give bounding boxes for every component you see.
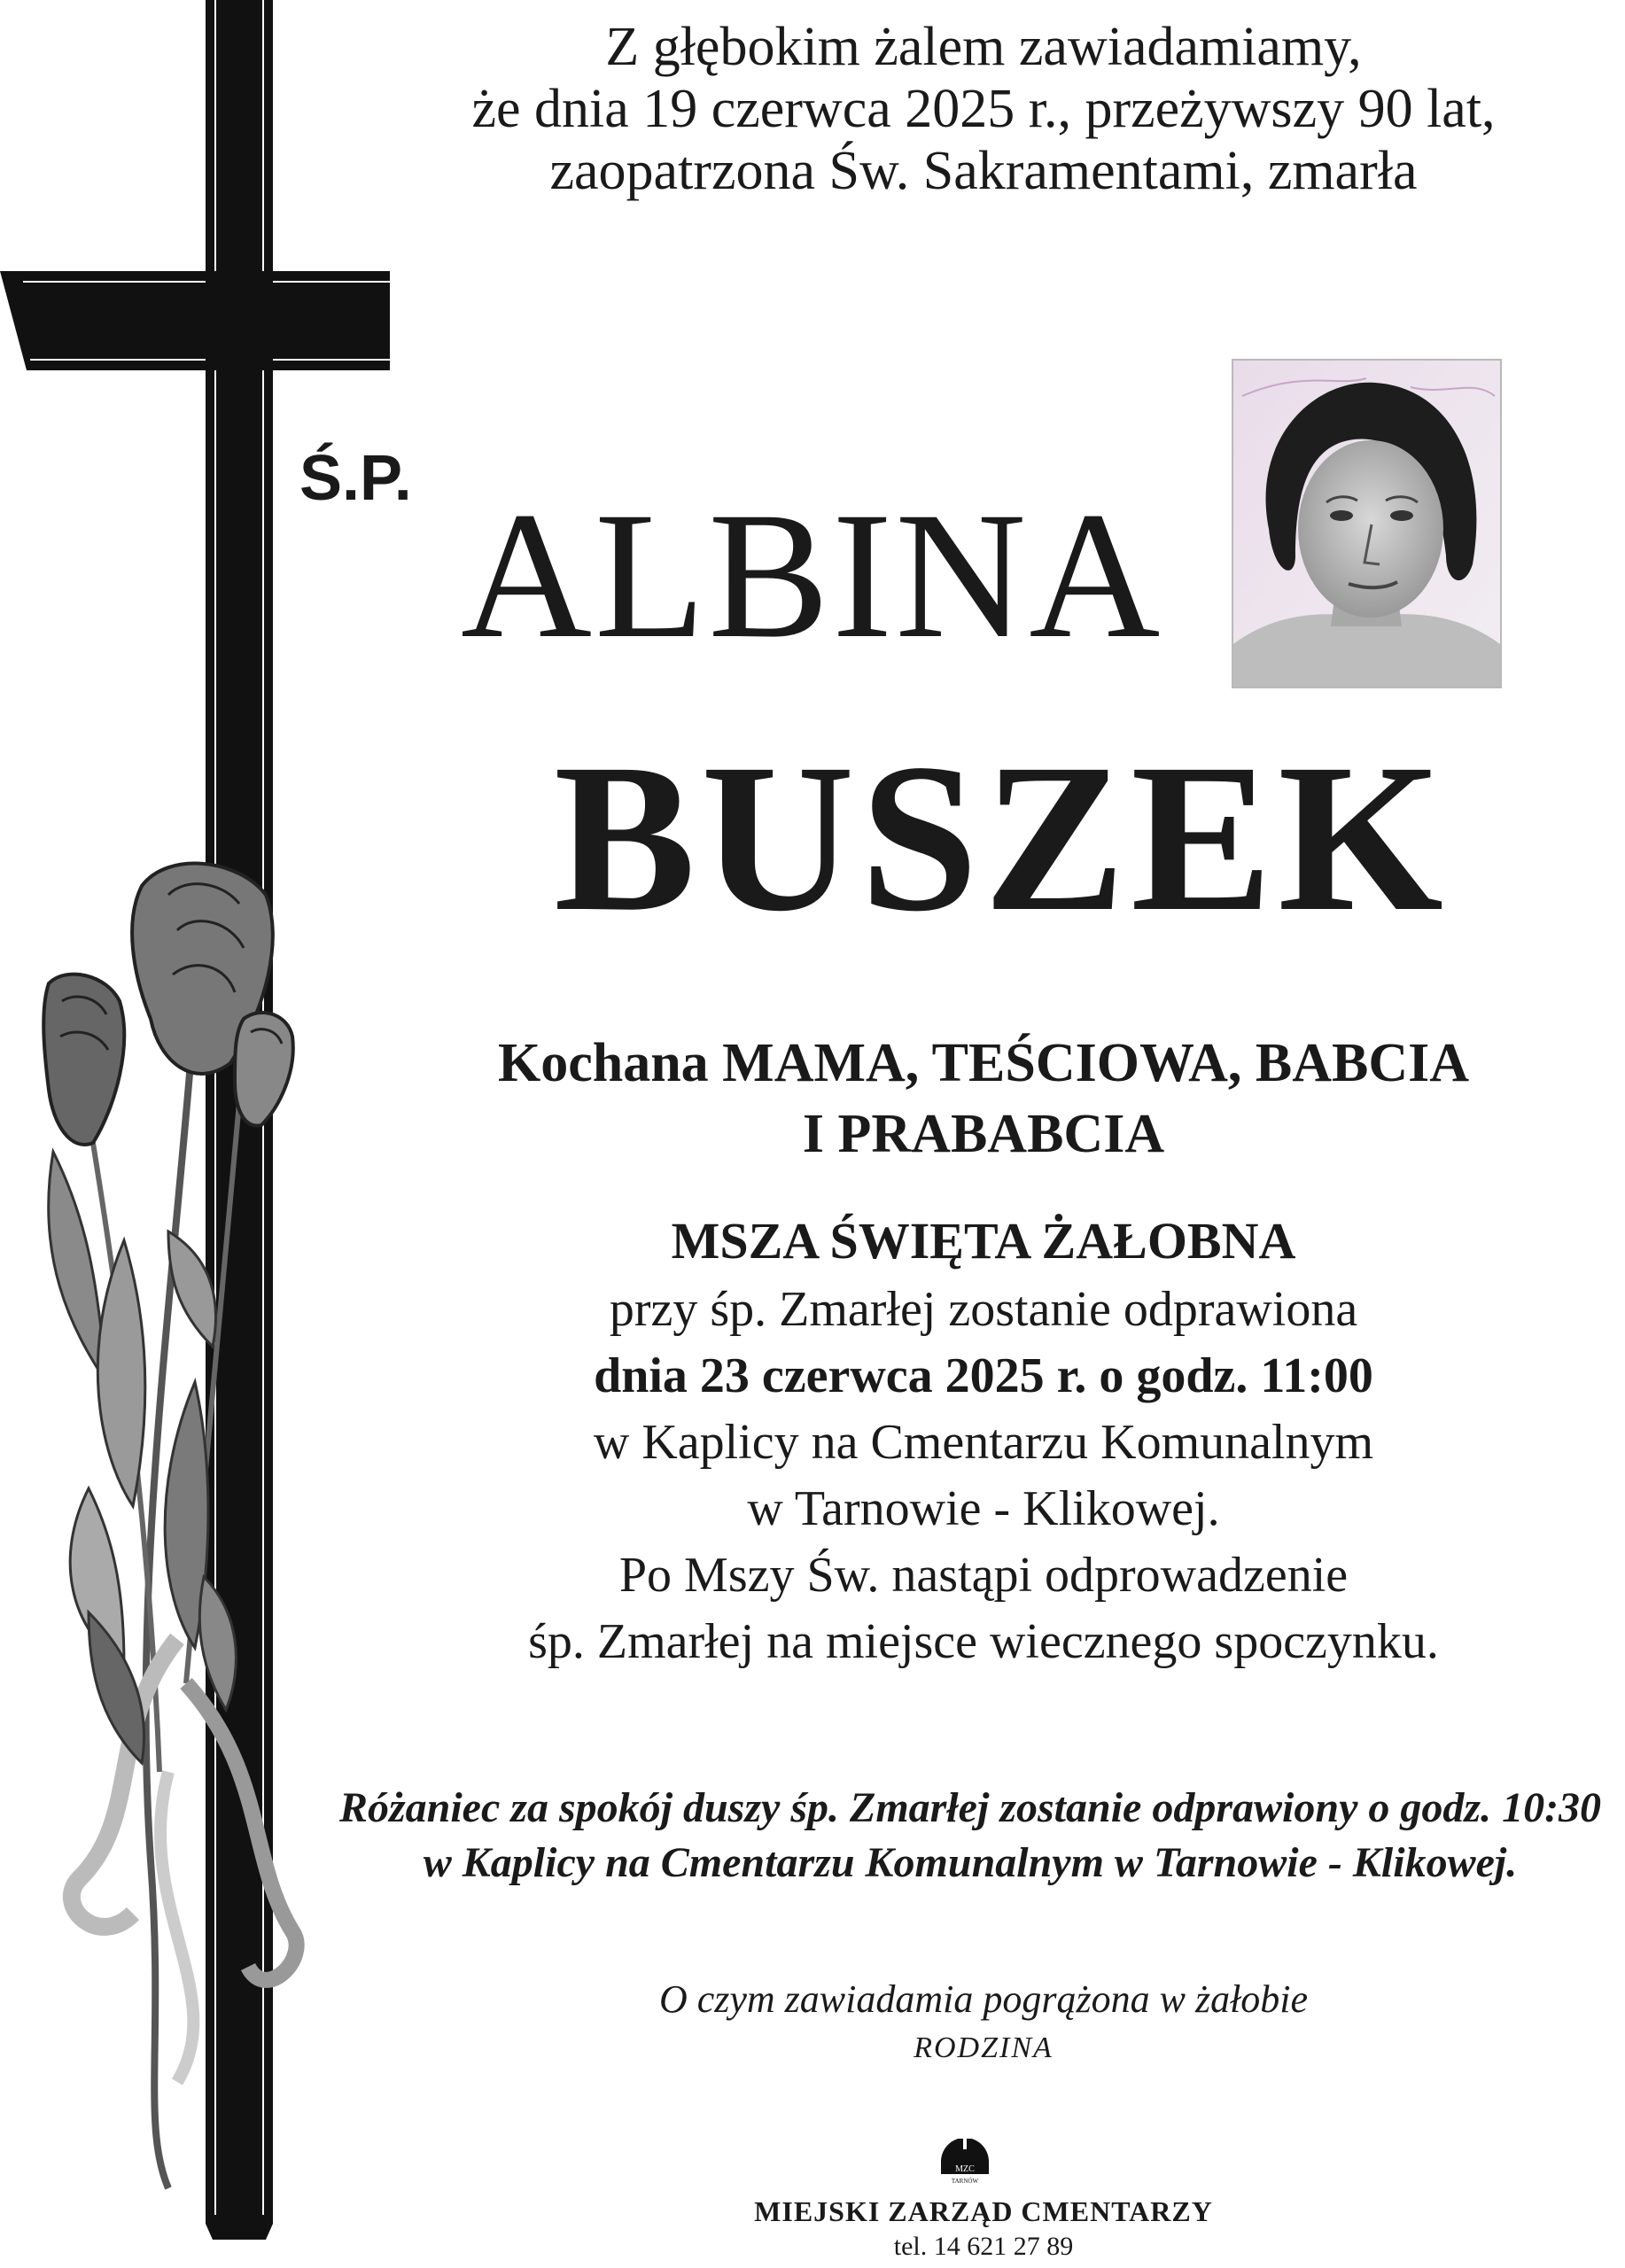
intro-line: Z głębokim żalem zawiadamiamy,	[605, 17, 1362, 77]
logo-text: MZC	[955, 2164, 975, 2174]
company-name: MIEJSKI ZARZĄD CMENTARZY	[754, 2195, 1213, 2227]
intro-line: że dnia 19 czerwca 2025 r., przeżywszy 90 lat,	[471, 79, 1496, 139]
relation-line: I PRABABCIA	[802, 1104, 1165, 1164]
mass-line: śp. Zmarłej na miejsce wiecznego spoczynku.	[528, 1614, 1439, 1669]
relation-line: Kochana MAMA, TEŚCIOWA, BABCIA	[497, 1033, 1470, 1093]
mass-line: w Tarnowie - Klikowej.	[747, 1481, 1220, 1536]
mzc-logo-icon	[934, 2126, 996, 2186]
first-name: ALBINA	[461, 475, 1163, 676]
intro-text	[372, 16, 1595, 202]
sp-prefix: Ś.P.	[299, 443, 412, 514]
relation-text	[372, 1028, 1595, 1169]
logo-subtext: TARNÓW	[951, 2178, 979, 2185]
mass-line: przy śp. Zmarłej zostanie odprawiona	[609, 1282, 1358, 1337]
rosary-line: w Kaplicy na Cmentarzu Komunalnym w Tarnowie - Klikowej.	[423, 1839, 1518, 1886]
closing-signature: RODZINA	[914, 2031, 1054, 2064]
mass-title: MSZA ŚWIĘTA ŻAŁOBNA	[671, 1212, 1296, 1270]
closing-line: O czym zawiadamia pogrążona w żałobie	[658, 1977, 1309, 2021]
mass-line: w Kaplicy na Cmentarzu Komunalnym	[593, 1415, 1374, 1470]
portrait-icon	[1233, 361, 1500, 687]
cross-with-roses-illustration	[0, 0, 390, 2268]
intro-line: zaopatrzona Św. Sakramentami, zmarła	[549, 141, 1418, 201]
mass-line: Po Mszy Św. nastąpi odprowadzenie	[618, 1548, 1349, 1603]
company-phone: tel. 14 621 27 89	[893, 2232, 1074, 2261]
mass-date-line: dnia 23 czerwca 2025 r. o godz. 11:00	[594, 1348, 1373, 1403]
portrait-photo	[1232, 359, 1502, 688]
rosary-line: Różaniec za spokój duszy śp. Zmarłej zostanie odprawiony o godz. 10:30	[338, 1784, 1602, 1831]
last-name: BUSZEK	[554, 719, 1449, 955]
